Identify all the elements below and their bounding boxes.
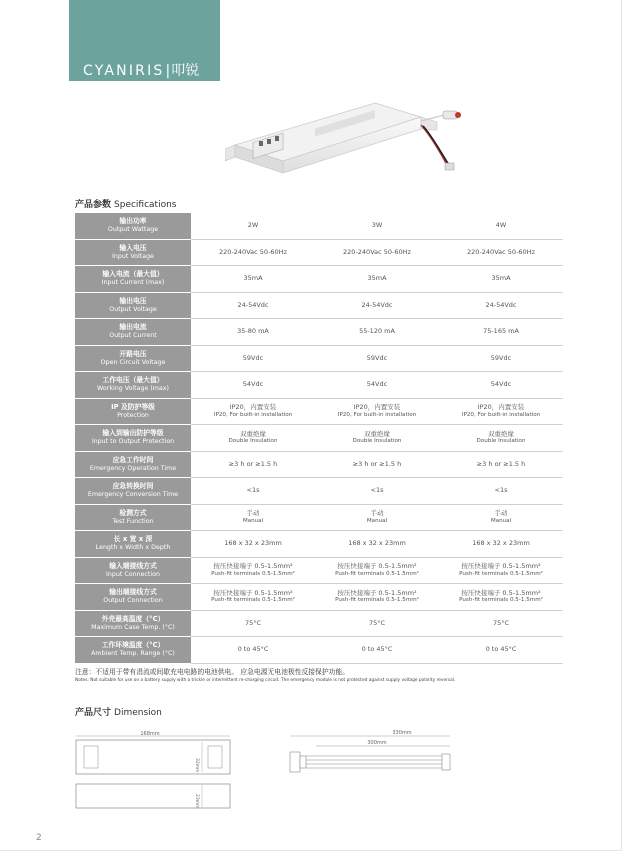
spec-value bbox=[191, 213, 315, 239]
spec-label bbox=[75, 319, 191, 346]
spec-label bbox=[75, 451, 191, 478]
spec-value bbox=[191, 266, 315, 293]
spec-label bbox=[75, 398, 191, 425]
spec-value-line: 59Vdc bbox=[366, 353, 388, 362]
spec-value bbox=[315, 637, 439, 664]
spec-label-en: Length x Width x Depth bbox=[95, 544, 171, 552]
spec-label bbox=[75, 504, 191, 531]
spec-label bbox=[75, 239, 191, 266]
spec-value-line: 168 x 32 x 23mm bbox=[472, 539, 530, 548]
spec-value bbox=[191, 372, 315, 399]
spec-label-en: Test Function bbox=[112, 517, 154, 525]
spec-value-line: 55-120 mA bbox=[359, 327, 395, 336]
spec-value bbox=[439, 610, 563, 637]
spec-value-line: 75°C bbox=[244, 618, 262, 627]
spec-label-en: Input Voltage bbox=[112, 252, 154, 260]
spec-value bbox=[315, 319, 439, 346]
spec-label bbox=[75, 531, 191, 558]
spec-value bbox=[315, 451, 439, 478]
cable-inner-label: 300mm bbox=[367, 740, 387, 746]
spec-value-line: Double Insulation bbox=[228, 438, 278, 445]
dimension-drawing-body bbox=[72, 728, 237, 810]
page-number: 2 bbox=[36, 833, 42, 843]
spec-row bbox=[75, 345, 563, 372]
spec-label-zh: 输出电压 bbox=[119, 296, 147, 305]
spec-label bbox=[75, 610, 191, 637]
spec-value bbox=[191, 637, 315, 664]
spec-value bbox=[439, 345, 563, 372]
spec-value-line: ≥3 h or ≥1.5 h bbox=[228, 459, 278, 468]
dimension-heading: 产品尺寸 Dimension bbox=[75, 708, 162, 718]
spec-label-en: Output Wattage bbox=[107, 226, 159, 234]
spec-value-line: IP20，内置安装 bbox=[229, 403, 277, 412]
specifications-heading: 产品参数 Specifications bbox=[75, 200, 177, 210]
spec-value-line: 4W bbox=[495, 221, 507, 230]
spec-value-line: Push-fit terminals 0.5-1.5mm² bbox=[459, 570, 543, 577]
spec-value-line: 59Vdc bbox=[242, 353, 264, 362]
spec-value-line: Manual bbox=[366, 517, 388, 524]
spec-value-line: 54Vdc bbox=[366, 380, 388, 389]
spec-value-line: <1s bbox=[246, 486, 260, 495]
spec-row bbox=[75, 398, 563, 425]
spec-value-line: 按压快接端子 0.5-1.5mm² bbox=[213, 562, 293, 571]
spec-value-line: 双重绝缘 bbox=[488, 429, 514, 438]
spec-value bbox=[315, 610, 439, 637]
spec-value bbox=[439, 557, 563, 584]
spec-label-en: Input Current (max) bbox=[101, 279, 165, 287]
spec-value-line: 75-165 mA bbox=[483, 327, 519, 336]
spec-label bbox=[75, 292, 191, 319]
spec-label-zh: 开路电压 bbox=[119, 349, 147, 358]
spec-label-en: Protection bbox=[117, 411, 149, 419]
spec-label-zh: 工作环境温度（°C） bbox=[101, 641, 165, 650]
spec-row bbox=[75, 425, 563, 452]
spec-value bbox=[439, 425, 563, 452]
spec-label-zh: 检测方式 bbox=[119, 508, 147, 517]
spec-value-line: 168 x 32 x 23mm bbox=[348, 539, 406, 548]
spec-label bbox=[75, 345, 191, 372]
spec-value bbox=[191, 425, 315, 452]
spec-value-line: Manual bbox=[490, 517, 512, 524]
spec-value-line: 54Vdc bbox=[242, 380, 264, 389]
spec-value bbox=[315, 213, 439, 239]
spec-row bbox=[75, 292, 563, 319]
spec-value-line: Manual bbox=[242, 517, 264, 524]
spec-value bbox=[191, 584, 315, 611]
spec-row bbox=[75, 584, 563, 611]
spec-row bbox=[75, 557, 563, 584]
spec-value-line: 0 to 45°C bbox=[237, 645, 269, 654]
spec-value bbox=[439, 372, 563, 399]
spec-label bbox=[75, 266, 191, 293]
spec-label-en: Output Connection bbox=[103, 597, 163, 605]
length-label: 168mm bbox=[140, 731, 160, 737]
spec-value-line: 24-54Vdc bbox=[237, 300, 269, 309]
spec-label-en: Emergency Operation Time bbox=[89, 464, 177, 472]
spec-value bbox=[439, 213, 563, 239]
spec-label-zh: 应急转换时间 bbox=[112, 482, 154, 491]
spec-value bbox=[439, 584, 563, 611]
spec-row bbox=[75, 266, 563, 293]
spec-label bbox=[75, 425, 191, 452]
depth-label: 23mm bbox=[194, 794, 199, 809]
spec-value bbox=[439, 398, 563, 425]
spec-value bbox=[315, 504, 439, 531]
spec-value bbox=[439, 451, 563, 478]
spec-value-line: Double Insulation bbox=[476, 438, 526, 445]
spec-row bbox=[75, 531, 563, 558]
spec-value-line: 0 to 45°C bbox=[485, 645, 517, 654]
spec-label bbox=[75, 372, 191, 399]
spec-value-line: 220-240Vac 50-60Hz bbox=[343, 247, 411, 256]
spec-value bbox=[191, 398, 315, 425]
spec-row bbox=[75, 504, 563, 531]
spec-value bbox=[191, 451, 315, 478]
spec-label-en: Output Current bbox=[109, 332, 157, 340]
product-image bbox=[225, 95, 465, 195]
spec-value-line: 双重绝缘 bbox=[364, 429, 390, 438]
spec-value-line: 54Vdc bbox=[490, 380, 512, 389]
spec-label bbox=[75, 213, 191, 239]
spec-value-line: Double Insulation bbox=[352, 438, 402, 445]
spec-value-line: 220-240Vac 50-60Hz bbox=[219, 247, 287, 256]
spec-value-line: 168 x 32 x 23mm bbox=[224, 539, 282, 548]
spec-label-zh: 外壳最高温度（°C） bbox=[101, 614, 165, 623]
spec-value-line: 35mA bbox=[367, 274, 387, 283]
spec-value bbox=[315, 425, 439, 452]
spec-value-line: 24-54Vdc bbox=[361, 300, 393, 309]
spec-value bbox=[191, 319, 315, 346]
spec-value bbox=[439, 504, 563, 531]
spec-value-line: Push-fit terminals 0.5-1.5mm² bbox=[335, 570, 419, 577]
spec-label-en: Input Connection bbox=[106, 570, 160, 578]
spec-value-line: 手动 bbox=[370, 509, 384, 518]
spec-value bbox=[439, 531, 563, 558]
spec-label-en: Maximum Case Temp. (°C) bbox=[91, 623, 175, 631]
spec-value-line: Push-fit terminals 0.5-1.5mm² bbox=[335, 597, 419, 604]
spec-value bbox=[191, 504, 315, 531]
spec-label bbox=[75, 584, 191, 611]
spec-value bbox=[191, 610, 315, 637]
spec-label-zh: 输出功率 bbox=[119, 217, 147, 226]
width-label: 32mm bbox=[194, 758, 199, 773]
note-zh: 注意：不适用于带有涓流或间歇充电电路的电池供电。 应急电源无电池极性反接保护功能。 bbox=[75, 668, 350, 676]
spec-value bbox=[439, 478, 563, 505]
spec-value bbox=[439, 292, 563, 319]
spec-label-zh: 长 x 宽 x 深 bbox=[113, 535, 153, 544]
spec-value-line: 75°C bbox=[492, 618, 510, 627]
spec-value bbox=[315, 372, 439, 399]
spec-label bbox=[75, 478, 191, 505]
spec-value bbox=[315, 557, 439, 584]
spec-value-line: <1s bbox=[370, 486, 384, 495]
spec-value bbox=[191, 292, 315, 319]
spec-row bbox=[75, 239, 563, 266]
spec-row bbox=[75, 637, 563, 664]
note-en: Notes: Not suitable for use on a battery supply with a trickle or intermittent re-charging circuit. The emergency module is not protected against supply voltage polarity reversal. bbox=[75, 678, 456, 683]
spec-label-zh: 工作电压（最大值） bbox=[102, 376, 164, 385]
spec-value bbox=[315, 531, 439, 558]
spec-value bbox=[439, 637, 563, 664]
spec-value bbox=[315, 398, 439, 425]
spec-row bbox=[75, 478, 563, 505]
spec-value bbox=[315, 584, 439, 611]
spec-value-line: 35-80 mA bbox=[237, 327, 269, 336]
spec-value-line: IP20，内置安装 bbox=[353, 403, 401, 412]
spec-value-line: IP20, For built-in installation bbox=[461, 411, 541, 418]
spec-label-en: Ambient Temp. Range (°C) bbox=[91, 650, 175, 658]
spec-value-line: 75°C bbox=[368, 618, 386, 627]
spec-value bbox=[191, 239, 315, 266]
spec-label-zh: 输出电流 bbox=[119, 323, 147, 332]
spec-value-line: 24-54Vdc bbox=[485, 300, 517, 309]
dimension-drawing-cable bbox=[282, 726, 462, 781]
spec-label-en: Emergency Conversion Time bbox=[87, 491, 179, 499]
spec-value-line: 3W bbox=[371, 221, 383, 230]
spec-value bbox=[315, 478, 439, 505]
specifications-table bbox=[75, 213, 563, 664]
brand-logo: CYANIRIS|叩锐 bbox=[83, 63, 200, 79]
spec-value-line: 2W bbox=[247, 221, 259, 230]
spec-value-line: 按压快接端子 0.5-1.5mm² bbox=[213, 588, 293, 597]
spec-value-line: ≥3 h or ≥1.5 h bbox=[476, 459, 526, 468]
spec-value-line: <1s bbox=[494, 486, 508, 495]
spec-value-line: 按压快接端子 0.5-1.5mm² bbox=[337, 588, 417, 597]
spec-value bbox=[191, 478, 315, 505]
spec-row bbox=[75, 610, 563, 637]
spec-value bbox=[315, 292, 439, 319]
spec-value bbox=[191, 345, 315, 372]
spec-value bbox=[191, 557, 315, 584]
spec-label-zh: IP 及防护等级 bbox=[111, 402, 155, 411]
spec-label-en: Open Circuit Voltage bbox=[100, 358, 166, 366]
cable-total-label: 330mm bbox=[392, 730, 412, 736]
spec-value bbox=[191, 531, 315, 558]
spec-value-line: 手动 bbox=[494, 509, 508, 518]
spec-value-line: Push-fit terminals 0.5-1.5mm² bbox=[459, 597, 543, 604]
spec-label-zh: 应急工作时间 bbox=[112, 455, 154, 464]
spec-value-line: IP20, For built-in installation bbox=[337, 411, 417, 418]
spec-value bbox=[439, 266, 563, 293]
spec-value bbox=[439, 319, 563, 346]
spec-label-en: Output Voltage bbox=[109, 305, 157, 313]
spec-value-line: 手动 bbox=[246, 509, 260, 518]
spec-value-line: IP20, For built-in installation bbox=[213, 411, 293, 418]
spec-label-zh: 输入电压 bbox=[119, 243, 147, 252]
spec-value-line: 双重绝缘 bbox=[240, 429, 266, 438]
spec-value-line: 35mA bbox=[243, 274, 263, 283]
spec-row bbox=[75, 372, 563, 399]
spec-value bbox=[315, 345, 439, 372]
spec-value-line: 220-240Vac 50-60Hz bbox=[467, 247, 535, 256]
spec-row bbox=[75, 451, 563, 478]
spec-label-zh: 输入电流（最大值） bbox=[102, 270, 164, 279]
spec-label-en: Working Voltage (max) bbox=[97, 385, 169, 393]
spec-value-line: 59Vdc bbox=[490, 353, 512, 362]
spec-value-line: IP20，内置安装 bbox=[477, 403, 525, 412]
spec-label bbox=[75, 637, 191, 664]
spec-label bbox=[75, 557, 191, 584]
spec-value bbox=[315, 239, 439, 266]
spec-value-line: 按压快接端子 0.5-1.5mm² bbox=[461, 588, 541, 597]
spec-row bbox=[75, 213, 563, 239]
spec-value-line: 35mA bbox=[491, 274, 511, 283]
spec-value-line: ≥3 h or ≥1.5 h bbox=[352, 459, 402, 468]
spec-value bbox=[439, 239, 563, 266]
spec-value-line: Push-fit terminals 0.5-1.5mm² bbox=[211, 570, 295, 577]
spec-value-line: 按压快接端子 0.5-1.5mm² bbox=[461, 562, 541, 571]
spec-value-line: Push-fit terminals 0.5-1.5mm² bbox=[211, 597, 295, 604]
spec-value-line: 按压快接端子 0.5-1.5mm² bbox=[337, 562, 417, 571]
spec-value-line: 0 to 45°C bbox=[361, 645, 393, 654]
spec-label-zh: 输出端接线方式 bbox=[109, 588, 157, 597]
spec-value bbox=[315, 266, 439, 293]
spec-label-zh: 输入端接线方式 bbox=[109, 561, 157, 570]
spec-label-en: Input to Output Protection bbox=[91, 438, 175, 446]
spec-label-zh: 输入到输出防护等级 bbox=[102, 429, 164, 438]
spec-row bbox=[75, 319, 563, 346]
